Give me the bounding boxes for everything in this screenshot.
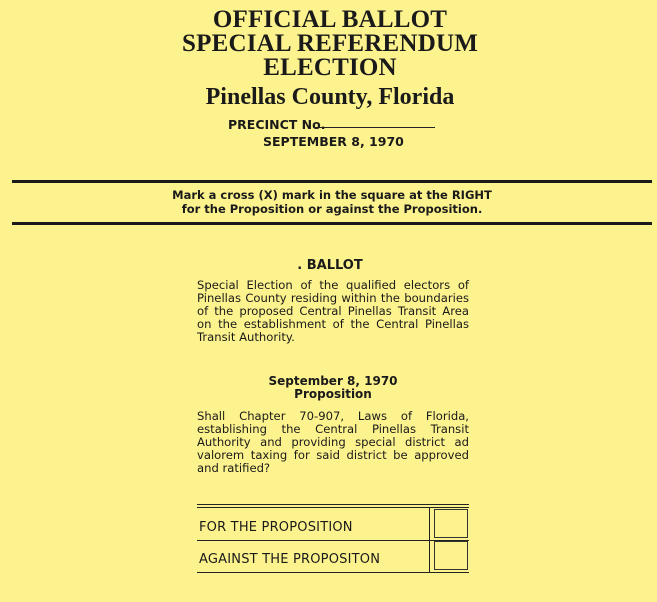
proposition-label: Proposition <box>294 387 372 401</box>
county-name: Pinellas County, Florida <box>205 84 455 110</box>
options-rule-bottom <box>197 572 469 573</box>
election-date: SEPTEMBER 8, 1970 <box>263 134 404 149</box>
instruction-line-1: Mark a cross (X) mark in the square at the RIGHT <box>172 188 492 202</box>
option-against-label: AGAINST THE PROPOSITON <box>199 552 381 567</box>
option-for-label: FOR THE PROPOSITION <box>199 520 353 535</box>
ballot-intro: Special Election of the qualified electors of Pinellas County residing within the boundaries of the proposed Central Pinellas Transit Area on the establishment of the Central Pinellas Transit Authority. <box>197 278 469 344</box>
option-against-checkbox[interactable] <box>434 541 468 570</box>
ballot-title: OFFICIAL BALLOT <box>212 6 448 33</box>
proposition-date: September 8, 1970 <box>268 374 398 388</box>
options-column-divider <box>429 508 430 572</box>
ballot-subtitle-election: ELECTION <box>263 54 397 81</box>
option-for-checkbox[interactable] <box>434 509 468 538</box>
instruction-rule-bottom <box>12 222 652 225</box>
instruction-rule-top <box>12 180 652 183</box>
options-rule-top-1 <box>197 504 469 505</box>
precinct-number-line <box>313 127 435 128</box>
proposition-text: Shall Chapter 70-907, Laws of Florida, establishing the Central Pinellas Transit Authority and providing special district ad valorem taxing for said district be approved and ratified? <box>197 409 469 475</box>
instruction-line-2: for the Proposition or against the Proposition. <box>181 202 483 216</box>
precinct-label: PRECINCT No. <box>228 117 326 132</box>
ballot-subtitle: SPECIAL REFERENDUM <box>182 30 478 57</box>
ballot-heading: . BALLOT <box>297 258 363 273</box>
